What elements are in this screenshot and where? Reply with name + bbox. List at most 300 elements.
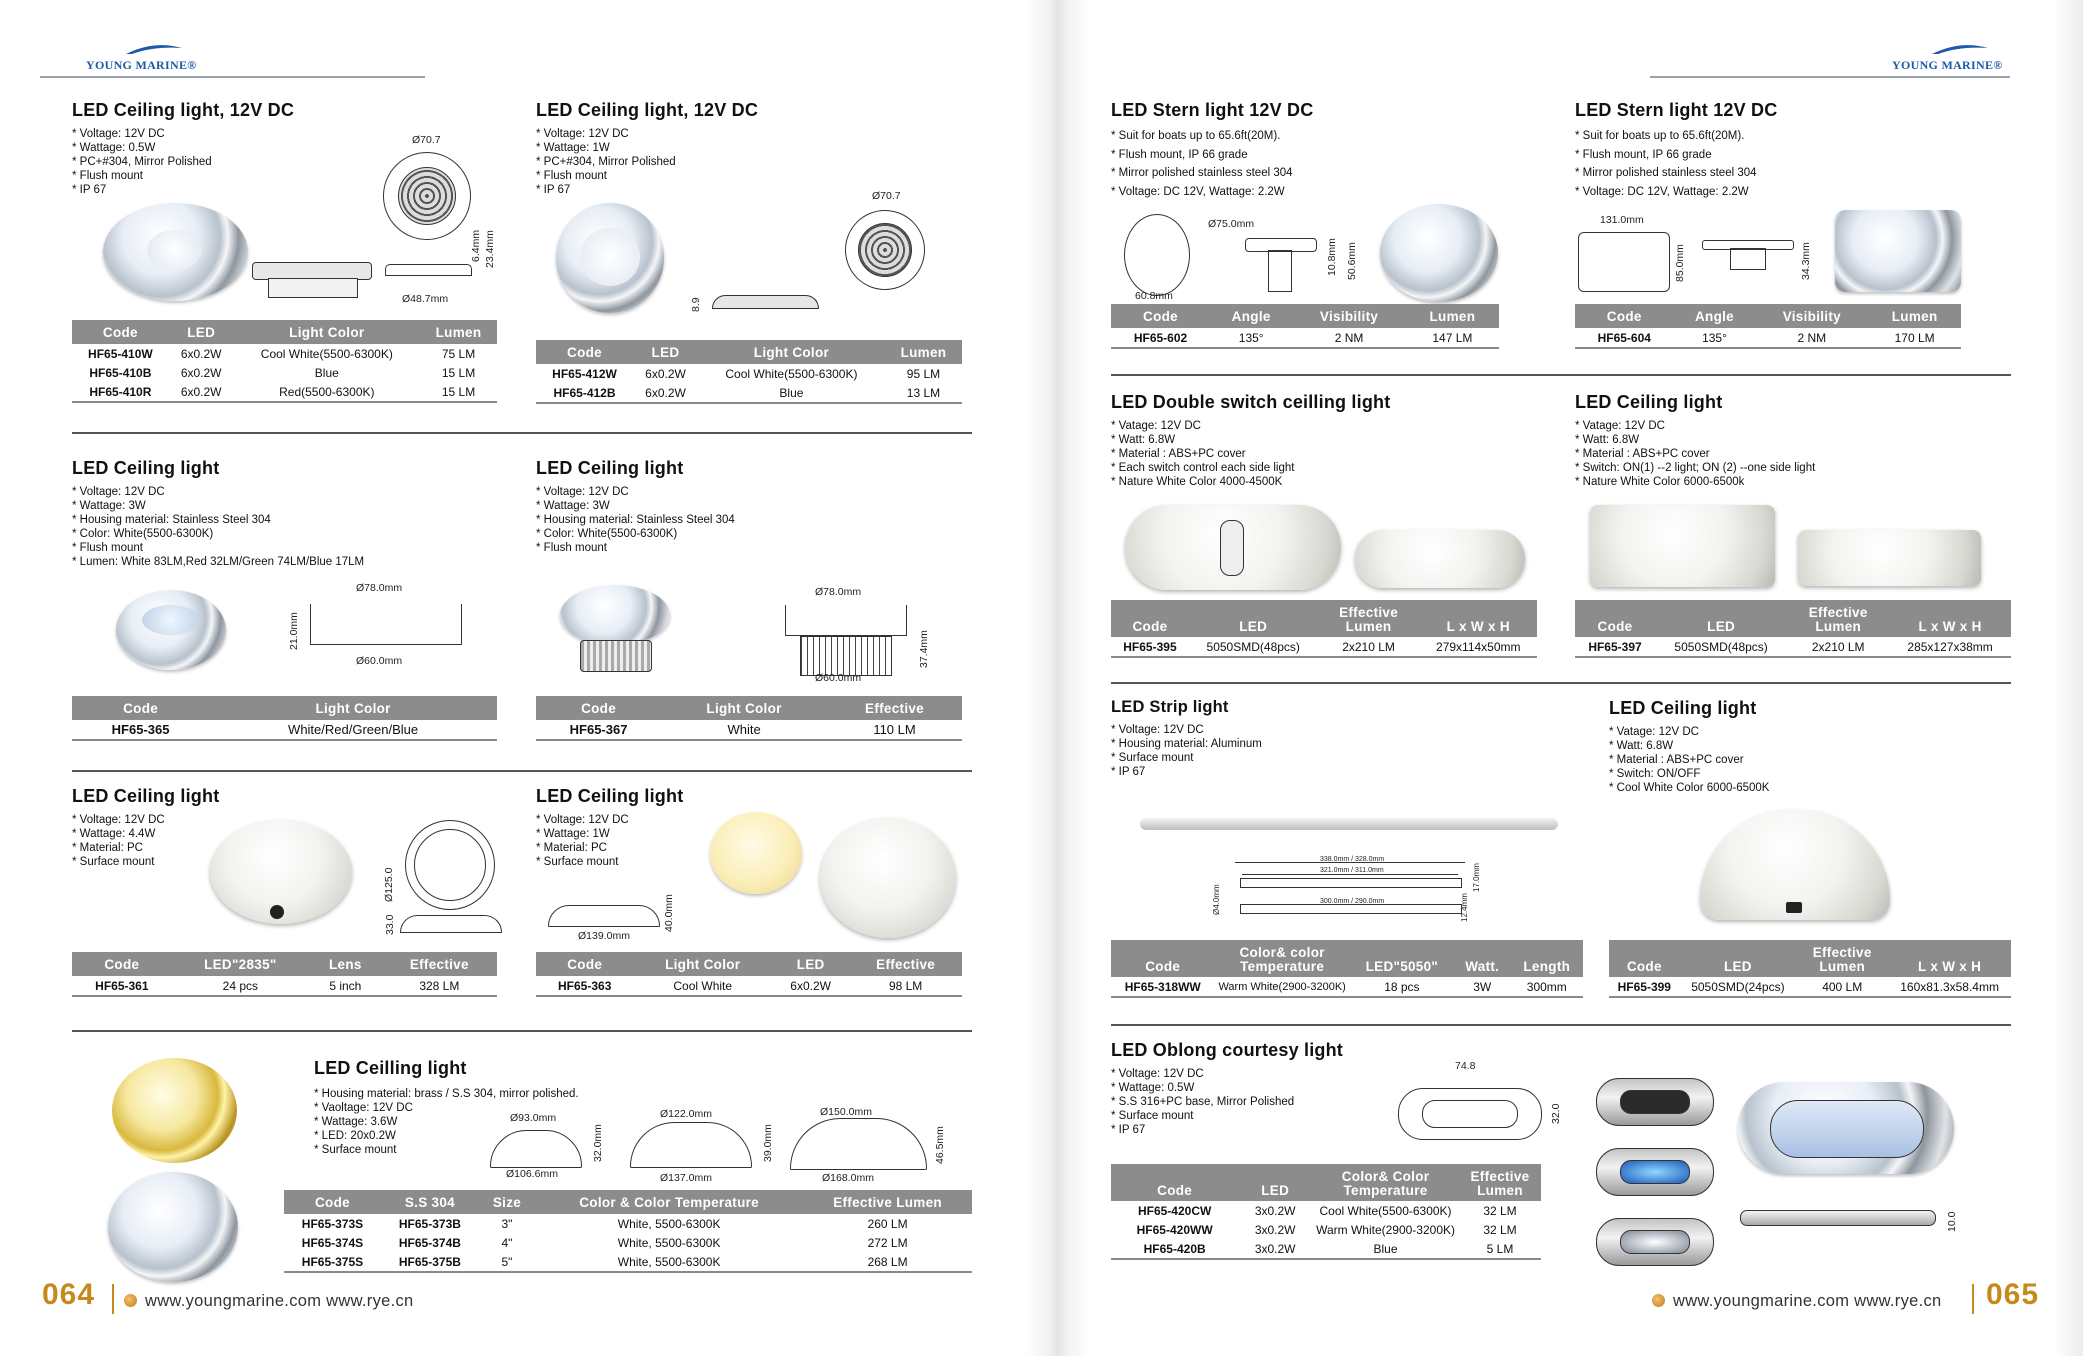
spec-item: * PC+#304, Mirror Polished — [536, 155, 758, 169]
table-cell: 6x0.2W — [645, 366, 686, 381]
table-header — [72, 696, 497, 720]
spec-table — [284, 1190, 972, 1273]
column-header: Color & Color Temperature — [535, 1190, 803, 1214]
spec-item: * Flush mount — [536, 169, 758, 183]
spec-item: * IP 67 — [536, 183, 758, 197]
product-title: LED Ceiling light — [536, 458, 684, 478]
spec-item: * PC+#304, Mirror Polished — [72, 155, 294, 169]
globe-icon — [124, 1294, 137, 1307]
column-header: Code — [1111, 1164, 1238, 1201]
spec-item: * Flush mount — [536, 541, 735, 555]
spec-list — [536, 127, 758, 197]
spec-item: * Flush mount — [72, 169, 294, 183]
table-cell: 4" — [501, 1235, 513, 1250]
spec-item: * Mirror polished stainless steel 304 — [1111, 164, 1313, 183]
table-row — [284, 1233, 972, 1252]
spec-item: * Voltage: 12V DC — [536, 127, 758, 141]
table-cell: Blue — [698, 383, 885, 403]
table-row — [72, 382, 497, 402]
spec-item: * Voltage: 12V DC — [536, 485, 735, 499]
column-header: LED"5050" — [1350, 940, 1454, 977]
table-cell: 5 inch — [309, 976, 382, 996]
table-cell: 2 NM — [1755, 328, 1868, 348]
table-cell: 268 LM — [803, 1252, 972, 1272]
product-photo-steel — [108, 1172, 238, 1282]
product-title: LED Ceiling light — [72, 786, 220, 806]
table-cell: Cool White(5500-6300K) — [725, 366, 858, 381]
table-cell: HF65-412B — [536, 383, 633, 403]
table-cell: HF65-420WW — [1136, 1222, 1213, 1237]
product-photo — [560, 585, 670, 645]
brand-logo-right — [1892, 58, 2003, 73]
dimension-label: 10.8mm — [1326, 238, 1338, 276]
table-cell: White, 5500-6300K — [535, 1252, 803, 1272]
table-cell: 6x0.2W — [772, 976, 849, 996]
dimension-label: Ø125.0 — [383, 867, 395, 902]
table-cell: Cool White(5500-6300K) — [1319, 1203, 1452, 1218]
dimension-label: 50.6mm — [1346, 242, 1358, 280]
spec-list — [536, 485, 735, 555]
product-hf65-410 — [72, 100, 294, 197]
column-header: Code — [284, 1190, 381, 1214]
column-header: LED"2835" — [172, 952, 309, 976]
product-hf65-367 — [536, 458, 735, 555]
spec-table — [1609, 940, 2011, 998]
table-row — [1111, 1239, 1541, 1259]
section-divider — [1111, 682, 2011, 684]
product-hf65-399 — [1609, 698, 1769, 795]
table-cell: 279x114x50mm — [1420, 637, 1537, 657]
column-header: Lens — [309, 952, 382, 976]
table-cell: HF65-604 — [1575, 328, 1674, 348]
table-cell: HF65-375S — [284, 1252, 381, 1272]
table-cell: 3" — [501, 1216, 513, 1231]
spec-item: * Surface mount — [1111, 751, 1262, 765]
dimension-label: 21.0mm — [288, 612, 300, 650]
spec-item: * Housing material: brass / S.S 304, mirror polished. — [314, 1087, 579, 1101]
table-row — [536, 383, 962, 403]
dimension-label: 12.4mm — [1460, 893, 1469, 922]
spec-item: * Vaoltage: 12V DC — [314, 1101, 579, 1115]
spec-item: * Wattage: 3W — [536, 499, 735, 513]
table-cell: 272 LM — [867, 1235, 908, 1250]
table-header — [1111, 940, 1583, 977]
table-cell: 160x81.3x58.4mm — [1888, 977, 2011, 997]
product-title: LED Strip light — [1111, 698, 1229, 716]
column-header: Angle — [1674, 304, 1756, 328]
column-header: Code — [72, 320, 169, 344]
globe-icon — [1652, 1294, 1665, 1307]
dimension-label: Ø137.0mm — [660, 1172, 712, 1184]
product-title: LED Oblong courtesy light — [1111, 1040, 1344, 1060]
column-header: Angle — [1210, 304, 1292, 328]
spec-item: * Voltage: DC 12V, Wattage: 2.2W — [1111, 183, 1313, 202]
table-cell: Blue — [314, 365, 339, 380]
column-header: L x W x H — [1888, 940, 2011, 977]
section-divider — [1111, 1024, 2011, 1026]
table-row — [1111, 637, 1537, 657]
footer-website[interactable] — [124, 1292, 414, 1311]
spec-item: * Material: PC — [536, 841, 683, 855]
dimension-drawing — [858, 223, 912, 277]
spec-item: * Wattage: 3.6W — [314, 1115, 579, 1129]
table-header — [1575, 304, 1961, 328]
page-edge — [2053, 0, 2083, 1356]
product-photo — [1140, 818, 1558, 830]
dimension-label: 321.0mm / 311.0mm — [1320, 867, 1384, 874]
dimension-label: Ø150.0mm — [820, 1106, 872, 1118]
spec-item: * Material : ABS+PC cover — [1575, 447, 1815, 461]
spec-item: * Surface mount — [314, 1143, 579, 1157]
column-header: S.S 304 — [381, 1190, 479, 1214]
table-cell: Warm White(2900-3200K) — [1316, 1222, 1455, 1237]
dimension-drawing — [1124, 214, 1190, 296]
brand-logo-left — [86, 58, 197, 73]
spec-list — [536, 813, 683, 869]
table-cell: 170 LM — [1868, 328, 1961, 348]
table-row — [1609, 977, 2011, 997]
dimension-label: 33.0 — [384, 914, 396, 935]
table-cell: 6x0.2W — [180, 365, 222, 380]
spec-table — [536, 952, 962, 997]
spec-item: * Nature White Color 6000-6500k — [1575, 475, 1815, 489]
table-cell: 147 LM — [1406, 328, 1499, 348]
table-cell: HF65-373B — [398, 1216, 461, 1231]
spec-item: * Material: PC — [72, 841, 219, 855]
led-cluster — [580, 228, 640, 286]
spec-item: * Nature White Color 4000-4500K — [1111, 475, 1390, 489]
product-title: LED Ceiling light — [72, 458, 220, 478]
column-header: LED — [1655, 600, 1787, 637]
table-cell: HF65-412W — [552, 366, 617, 381]
table-header — [72, 952, 497, 976]
spec-item: * Wattage: 0.5W — [72, 141, 294, 155]
table-cell: HF65-410B — [89, 365, 152, 380]
table-header — [536, 696, 962, 720]
spec-item: * Lumen: White 83LM,Red 32LM/Green 74LM/Blue 17LM — [72, 555, 364, 569]
column-header: Code — [72, 952, 172, 976]
spec-item: * IP 67 — [1111, 1123, 1343, 1137]
product-hf65-395 — [1111, 392, 1390, 489]
column-header: Length — [1511, 940, 1583, 977]
table-header — [1111, 600, 1537, 637]
column-header: Code — [1111, 304, 1210, 328]
table-row — [72, 976, 497, 996]
table-cell: 400 LM — [1796, 977, 1888, 997]
dimension-label: 60.8mm — [1135, 290, 1173, 302]
dimension-label: Ø4.0mm — [1212, 884, 1221, 915]
dimension-label: 74.8 — [1455, 1060, 1476, 1072]
product-hf65-361 — [72, 786, 219, 869]
table-row — [72, 720, 497, 740]
column-header: LED — [1238, 1164, 1312, 1201]
spec-item: * Material : ABS+PC cover — [1111, 447, 1390, 461]
spec-list — [1111, 723, 1262, 779]
switch-icon — [270, 905, 284, 919]
column-header: Lumen — [885, 340, 962, 364]
spec-item: * Voltage: 12V DC — [72, 485, 364, 499]
table-cell: HF65-373S — [301, 1216, 364, 1231]
dimension-label: 46.5mm — [934, 1126, 946, 1164]
lens — [1620, 1160, 1690, 1184]
column-header: Effective — [382, 952, 497, 976]
spec-list — [72, 485, 364, 569]
product-title: LED Ceiling light — [536, 786, 684, 806]
spec-item: * Flush mount, IP 66 grade — [1111, 146, 1313, 165]
table-cell: 5" — [479, 1252, 535, 1272]
spec-item: * Switch: ON/OFF — [1609, 767, 1769, 781]
footer-divider — [112, 1284, 114, 1314]
table-cell: 285x127x38mm — [1889, 637, 2011, 657]
section-divider — [72, 432, 972, 434]
spec-item: * Color: White(5500-6300K) — [72, 527, 364, 541]
spec-table — [1575, 600, 2011, 658]
dimension-drawing — [1730, 248, 1766, 270]
dimension-drawing — [414, 829, 486, 901]
column-header: Code — [536, 696, 661, 720]
product-title: LED Ceilling light — [314, 1058, 467, 1078]
table-cell: 5 LM — [1459, 1239, 1541, 1259]
table-row — [284, 1214, 972, 1233]
heat-sink — [580, 640, 652, 672]
header-rule — [1650, 76, 2010, 78]
column-header: Code — [1111, 940, 1214, 977]
lens — [1770, 1100, 1924, 1158]
table-row — [536, 976, 962, 996]
dimension-drawing — [548, 905, 660, 927]
column-header: Code — [1575, 600, 1655, 637]
brand-name: YOUNG MARINE® — [1892, 58, 2003, 72]
dimension-drawing — [1578, 232, 1670, 292]
table-cell: White — [661, 720, 827, 740]
table-cell: 24 pcs — [172, 976, 309, 996]
spec-item: * Wattage: 0.5W — [1111, 1081, 1343, 1095]
spec-table — [1111, 940, 1583, 998]
spec-item: * Material : ABS+PC cover — [1609, 753, 1769, 767]
dimension-drawing — [800, 636, 892, 676]
column-header: L x W x H — [1420, 600, 1537, 637]
table-cell: 3x0.2W — [1238, 1239, 1312, 1259]
website-link[interactable]: www.youngmarine.com www.rye.cn — [1673, 1292, 1942, 1310]
section-divider — [72, 1030, 972, 1032]
table-cell: HF65-367 — [536, 720, 661, 740]
table-row — [1575, 328, 1961, 348]
column-header: Effective Lumen — [1787, 600, 1889, 637]
column-header: Light Color — [633, 952, 772, 976]
dimension-label: 37.4mm — [918, 630, 930, 668]
product-photo — [1798, 530, 1981, 586]
spec-item: * Surface mount — [536, 855, 683, 869]
product-hf65-604 — [1575, 100, 1777, 201]
column-header: Light Color — [698, 340, 885, 364]
product-hf65-397 — [1575, 392, 1815, 489]
spec-list — [1609, 725, 1769, 795]
spec-item: * Switch: ON(1) --2 light; ON (2) --one side light — [1575, 461, 1815, 475]
spec-item: * Voltage: 12V DC — [1111, 723, 1262, 737]
spec-item: * Wattage: 4.4W — [72, 827, 219, 841]
spec-item: * Housing material: Stainless Steel 304 — [536, 513, 735, 527]
dimension-label: Ø122.0mm — [660, 1108, 712, 1120]
table-row — [1111, 977, 1583, 997]
table-cell: HF65-399 — [1609, 977, 1680, 997]
column-header: Color& color Temperature — [1214, 940, 1349, 977]
spec-item: * Vatage: 12V DC — [1111, 419, 1390, 433]
product-title: LED Ceiling light — [1575, 392, 1723, 412]
table-cell: 15 LM — [420, 382, 497, 402]
column-header: Code — [1111, 600, 1189, 637]
dimension-label: 32.0mm — [592, 1124, 604, 1162]
product-photo — [820, 818, 956, 938]
dimension-label: 23.4mm — [484, 230, 496, 268]
dimension-label: Ø106.6mm — [506, 1168, 558, 1180]
product-title: LED Ceiling light, 12V DC — [536, 100, 759, 120]
table-cell: HF65-602 — [1111, 328, 1210, 348]
table-row — [1111, 1201, 1541, 1220]
column-header: Effective Lumen — [803, 1190, 972, 1214]
table-cell: HF65-361 — [72, 976, 172, 996]
dimension-label: Ø93.0mm — [510, 1112, 557, 1124]
product-title: LED Stern light 12V DC — [1575, 100, 1778, 120]
spec-table — [1111, 600, 1537, 658]
spec-list — [72, 127, 294, 197]
footer-divider — [1972, 1284, 1974, 1314]
lens — [1620, 1090, 1690, 1114]
table-cell: 3x0.2W — [1254, 1222, 1296, 1237]
column-header: Code — [1575, 304, 1674, 328]
table-cell: 32 LM — [1483, 1203, 1517, 1218]
table-header — [1575, 600, 2011, 637]
table-row — [536, 364, 962, 383]
spec-item: * Watt: 6.8W — [1111, 433, 1390, 447]
table-cell: Warm White(2900-3200K) — [1214, 977, 1349, 997]
product-title: LED Ceiling light — [1609, 698, 1757, 718]
product-lens — [142, 605, 200, 635]
table-cell: HF65-374B — [398, 1235, 461, 1250]
column-header: Light Color — [234, 320, 420, 344]
spec-table — [1111, 304, 1499, 349]
led-cluster — [147, 230, 202, 270]
table-cell: HF65-420CW — [1137, 1203, 1212, 1218]
dimension-label: Ø78.0mm — [356, 582, 403, 594]
dimension-label: 39.0mm — [762, 1124, 774, 1162]
section-divider — [72, 770, 972, 772]
dimension-label: 32.0 — [1550, 1103, 1562, 1124]
lens — [1620, 1230, 1690, 1254]
column-header: Light Color — [209, 696, 497, 720]
table-cell: 5050SMD(48pcs) — [1189, 637, 1318, 657]
dimension-label: 131.0mm — [1600, 214, 1644, 226]
section-divider — [1111, 374, 2011, 376]
table-cell: 300mm — [1511, 977, 1583, 997]
column-header: Watt. — [1454, 940, 1511, 977]
column-header: LED — [169, 320, 234, 344]
product-hf65-365 — [72, 458, 364, 569]
spec-item: * Flush mount, IP 66 grade — [1575, 146, 1777, 165]
column-header: LED — [633, 340, 698, 364]
spec-item: * Wattage: 3W — [72, 499, 364, 513]
column-header: Effective Lumen — [1318, 600, 1420, 637]
dimension-label: Ø48.7mm — [402, 293, 449, 305]
table-row — [72, 344, 497, 363]
spec-item: * Voltage: 12V DC — [536, 813, 683, 827]
column-header: Effective Lumen — [1459, 1164, 1541, 1201]
table-cell: 3x0.2W — [1254, 1203, 1296, 1218]
table-row — [1111, 1220, 1541, 1239]
footer-website[interactable] — [1652, 1292, 1942, 1311]
spec-item: * Wattage: 1W — [536, 141, 758, 155]
dimension-label: 6.4mm — [470, 229, 482, 262]
spec-table — [72, 696, 497, 741]
table-cell: 2x210 LM — [1318, 637, 1420, 657]
column-header: Lumen — [1868, 304, 1961, 328]
dimension-drawing — [400, 915, 502, 933]
table-cell: 6x0.2W — [633, 383, 698, 403]
page-number: 064 — [42, 1278, 96, 1311]
table-header — [72, 320, 497, 344]
dimension-label: Ø139.0mm — [578, 930, 630, 942]
dimension-drawing — [310, 604, 462, 645]
product-photo — [1380, 204, 1498, 302]
table-cell: HF65-318WW — [1111, 977, 1214, 997]
table-cell: White, 5500-6300K — [617, 1235, 721, 1250]
product-side-photo — [268, 278, 358, 298]
table-row — [284, 1252, 972, 1272]
table-header — [284, 1190, 972, 1214]
table-row — [72, 363, 497, 382]
table-cell: 135° — [1210, 328, 1292, 348]
table-cell: 2x210 LM — [1787, 637, 1889, 657]
column-header: Effective — [827, 696, 962, 720]
spec-list — [1575, 127, 1777, 201]
spec-item: * IP 67 — [72, 183, 294, 197]
table-cell: 6x0.2W — [180, 346, 222, 361]
product-title: LED Double switch ceilling light — [1111, 392, 1391, 412]
spec-item: * Each switch control each side light — [1111, 461, 1390, 475]
page-number: 065 — [1986, 1278, 2040, 1311]
table-cell: 75 LM — [441, 346, 476, 361]
dimension-drawing — [1240, 904, 1462, 914]
table-cell: HF65-365 — [72, 720, 209, 740]
product-hf65-420 — [1111, 1040, 1343, 1137]
table-cell: HF65-395 — [1111, 637, 1189, 657]
table-cell: 5050SMD(24pcs) — [1680, 977, 1797, 997]
column-header: Code — [1609, 940, 1680, 977]
brand-name: YOUNG MARINE® — [86, 58, 197, 72]
spec-table — [72, 320, 497, 403]
table-cell: 328 LM — [382, 976, 497, 996]
header-rule — [40, 76, 425, 78]
product-photo — [1355, 530, 1525, 588]
dimension-label: 85.0mm — [1674, 244, 1686, 282]
column-header: L x W x H — [1889, 600, 2011, 637]
column-header: Visibility — [1755, 304, 1868, 328]
product-photo-brass — [112, 1058, 237, 1163]
table-row — [536, 720, 962, 740]
boat-logo-icon — [124, 42, 184, 56]
switch-icon — [1786, 902, 1802, 913]
table-cell: 2 NM — [1292, 328, 1405, 348]
spec-item: * Voltage: 12V DC — [1111, 1067, 1343, 1081]
table-cell: HF65-420B — [1111, 1239, 1238, 1259]
spec-item: * Suit for boats up to 65.6ft(20M). — [1575, 127, 1777, 146]
column-header: Code — [72, 696, 209, 720]
spec-item: * Voltage: DC 12V, Wattage: 2.2W — [1575, 183, 1777, 202]
boat-logo-icon — [1930, 42, 1990, 56]
dimension-drawing — [1268, 250, 1292, 292]
table-cell: 95 LM — [906, 366, 941, 381]
website-link[interactable]: www.youngmarine.com www.rye.cn — [145, 1292, 414, 1310]
spec-item: * Mirror polished stainless steel 304 — [1575, 164, 1777, 183]
